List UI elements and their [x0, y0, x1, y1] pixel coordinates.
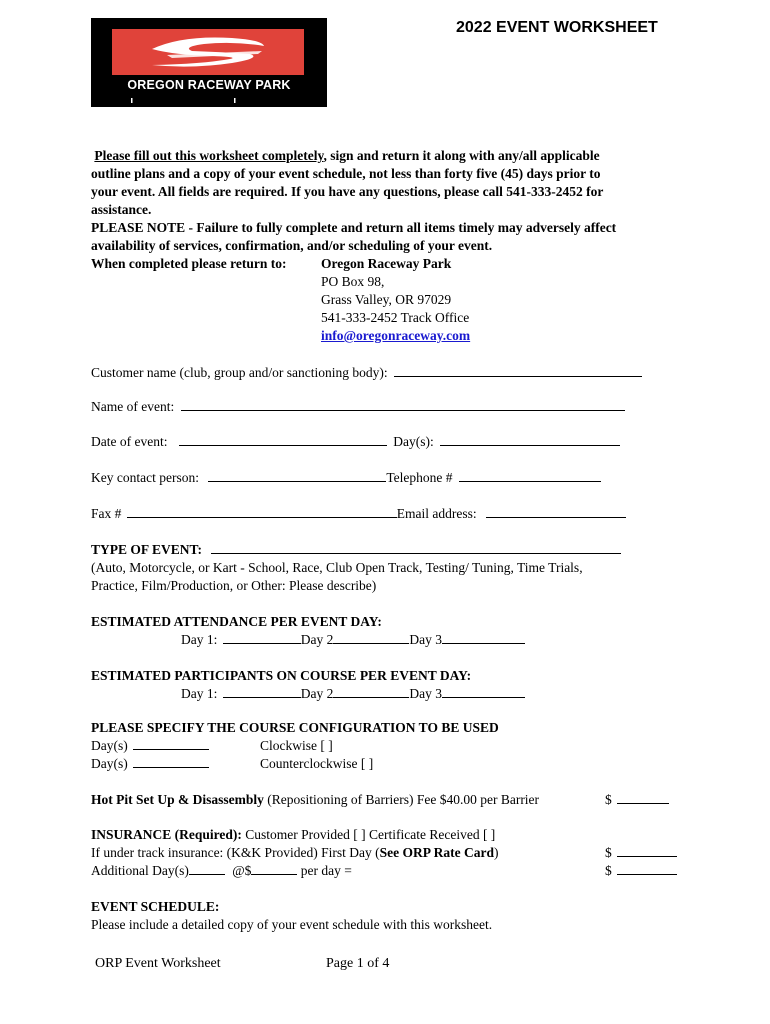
insurance-first-day-amount: [605, 844, 677, 862]
insurance-line-2: [91, 844, 499, 862]
attendance-day2-label: Day 2: [300, 632, 334, 647]
additional-days-field[interactable]: [189, 862, 225, 875]
insurance-additional-amount: [605, 862, 677, 880]
clockwise-checkbox[interactable]: Clockwise [ ]: [260, 738, 333, 753]
event-date-field[interactable]: [179, 433, 387, 446]
fax-label: Fax #: [91, 506, 122, 521]
insurance-close-paren: ): [494, 845, 499, 860]
event-name-label: Name of event:: [91, 399, 175, 414]
type-of-event-desc-2: Practice, Film/Production, or Other: Please describe): [91, 578, 377, 593]
insurance-options[interactable]: Customer Provided [ ] Certificate Received [ ]: [241, 827, 496, 842]
type-of-event-row: [91, 541, 621, 559]
insurance-dollar-2: $: [605, 863, 612, 878]
event-name-field[interactable]: [181, 398, 625, 411]
key-contact-field[interactable]: [208, 469, 386, 482]
insurance-label: INSURANCE (Required):: [91, 827, 242, 842]
customer-name-label: Customer name (club, group and/or sanctioning body):: [91, 365, 388, 380]
attendance-day1-label: Day 1:: [181, 632, 218, 647]
insurance-additional-field[interactable]: [617, 862, 677, 875]
hot-pit-label: Hot Pit Set Up & Disassembly: [91, 792, 264, 807]
participants-day1-field[interactable]: [223, 685, 301, 698]
participants-day2-label: Day 2: [300, 686, 334, 701]
intro-line-2: outline plans and a copy of your event schedule, not less than forty five (45) days prior to: [91, 166, 601, 181]
customer-name-row: [91, 364, 642, 382]
intro-line-4: assistance.: [91, 202, 152, 217]
email-label: Email address:: [396, 506, 477, 521]
days-label: Day(s):: [393, 434, 434, 449]
intro-line-3: your event. All fields are required. If you have any questions, please call 541-333-2452 for: [91, 184, 604, 199]
attendance-label: ESTIMATED ATTENDANCE PER EVENT DAY:: [91, 614, 382, 629]
hot-pit-fee: (Repositioning of Barriers) Fee $40.00 per Barrier: [263, 792, 540, 807]
telephone-field[interactable]: [459, 469, 601, 482]
participants-row: [181, 685, 525, 703]
attendance-day1-field[interactable]: [223, 631, 301, 644]
return-to-label: When completed please return to:: [91, 256, 287, 271]
course-days2-label: Day(s): [91, 756, 128, 771]
insurance-dollar-1: $: [605, 845, 612, 860]
email-field[interactable]: [486, 505, 626, 518]
logo-text: OREGON RACEWAY PARK: [127, 78, 291, 92]
hot-pit-amount-field[interactable]: [617, 791, 669, 804]
email-link[interactable]: info@oregonraceway.com: [321, 328, 471, 343]
intro-line-1-rest: , sign and return it along with any/all applicable: [323, 148, 600, 163]
additional-days-label: Additional Day(s): [91, 863, 189, 878]
rate-card-ref: See ORP Rate Card: [379, 845, 495, 860]
per-day-label: per day =: [300, 863, 352, 878]
attendance-day3-field[interactable]: [442, 631, 525, 644]
hot-pit-row: [91, 791, 539, 809]
fax-row: [91, 505, 626, 523]
participants-day3-field[interactable]: [442, 685, 525, 698]
footer-page-number: Page 1 of 4: [326, 956, 390, 971]
address-city: Grass Valley, OR 97029: [321, 292, 452, 307]
course-days-row-2: [91, 755, 209, 773]
insurance-first-day-text: If under track insurance: (K&K Provided) First Day (: [91, 845, 380, 860]
insurance-line-3: [91, 862, 352, 880]
logo-ticks: [91, 96, 327, 104]
course-config-label: PLEASE SPECIFY THE COURSE CONFIGURATION TO BE USED: [91, 720, 499, 735]
address-po: PO Box 98,: [321, 274, 385, 289]
course-days1-label: Day(s): [91, 738, 128, 753]
address-name: Oregon Raceway Park: [321, 256, 452, 271]
logo-red-banner: [112, 29, 304, 75]
event-schedule-label: EVENT SCHEDULE:: [91, 899, 220, 914]
event-schedule-text: Please include a detailed copy of your event schedule with this worksheet.: [91, 917, 493, 932]
course-days1-field[interactable]: [133, 737, 209, 750]
telephone-label: Telephone #: [386, 470, 453, 485]
event-date-row: [91, 433, 620, 451]
key-contact-row: [91, 469, 601, 487]
per-day-rate-field[interactable]: [251, 862, 297, 875]
course-days2-field[interactable]: [133, 755, 209, 768]
orp-logo: [91, 18, 327, 107]
page-title: 2022 EVENT WORKSHEET: [456, 19, 658, 36]
insurance-row: [91, 826, 495, 844]
type-of-event-desc-1: (Auto, Motorcycle, or Kart - School, Race, Club Open Track, Testing/ Tuning, Time Trials,: [91, 560, 583, 575]
key-contact-label: Key contact person:: [91, 470, 199, 485]
note-line-1: PLEASE NOTE - Failure to fully complete and return all items timely may adversely affect: [91, 220, 617, 235]
type-of-event-label: TYPE OF EVENT:: [91, 542, 203, 557]
hot-pit-dollar: $: [605, 792, 612, 807]
event-name-row: [91, 398, 625, 416]
intro-underlined: Please fill out this worksheet completely: [94, 148, 324, 163]
event-date-label: Date of event:: [91, 434, 168, 449]
days-field[interactable]: [440, 433, 620, 446]
type-of-event-field[interactable]: [211, 541, 621, 554]
note-line-2: availability of services, confirmation, and/or scheduling of your event.: [91, 238, 493, 253]
attendance-day3-label: Day 3: [409, 632, 442, 647]
participants-label: ESTIMATED PARTICIPANTS ON COURSE PER EVENT DAY:: [91, 668, 472, 683]
attendance-day2-field[interactable]: [333, 631, 409, 644]
per-day-at-label: @$: [232, 863, 252, 878]
participants-day2-field[interactable]: [333, 685, 409, 698]
insurance-first-day-field[interactable]: [617, 844, 677, 857]
course-days-row-1: [91, 737, 209, 755]
attendance-row: [181, 631, 525, 649]
intro-line-1: [91, 147, 600, 165]
address-phone: 541-333-2452 Track Office: [321, 310, 470, 325]
footer-doc-name: ORP Event Worksheet: [95, 956, 221, 971]
participants-day1-label: Day 1:: [181, 686, 218, 701]
hot-pit-amount: [605, 791, 669, 809]
fax-field[interactable]: [127, 505, 397, 518]
customer-name-field[interactable]: [394, 364, 642, 377]
participants-day3-label: Day 3: [409, 686, 442, 701]
counterclockwise-checkbox[interactable]: Counterclockwise [ ]: [260, 756, 374, 771]
logo-swoosh-icon: [112, 29, 304, 75]
